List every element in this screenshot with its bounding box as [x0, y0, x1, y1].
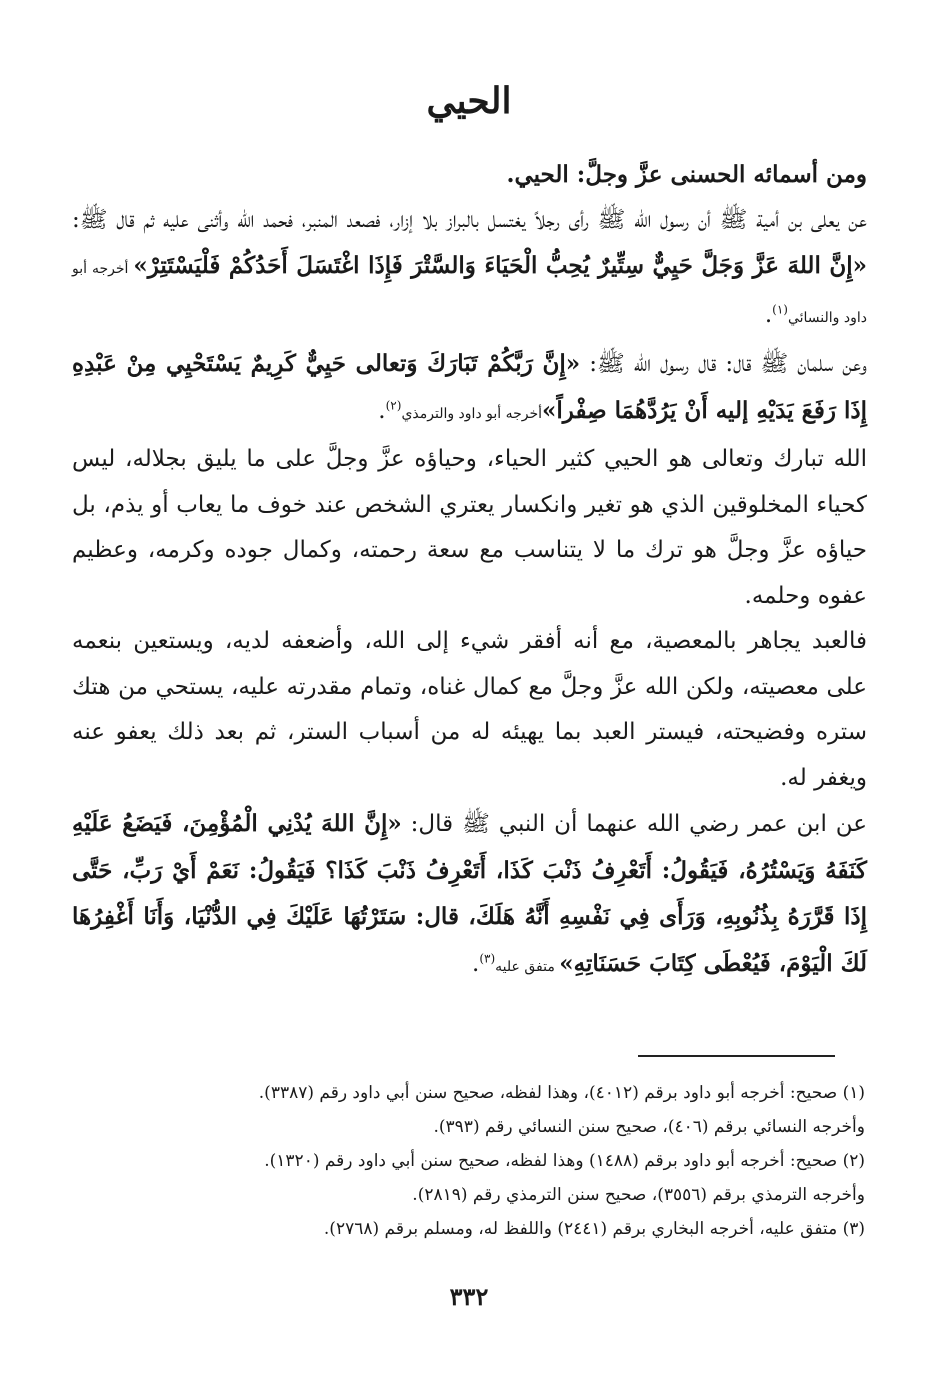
footnote-line: وأخرجه النسائي برقم (٤٠٦)، صحيح سنن النسائي رقم (٣٩٣). [433, 1117, 865, 1137]
paragraph-servant: فالعبد يجاهر بالمعصية، مع أنه أفقر شيء إلى الله، وأضعفه لديه، ويستعين بنعمه على معصيته، ولكن الله عزَّ وجلَّ مع كمال غناه، وتمام مقدرته عليه، يستحي من هتك ستره وفضيحته، فيستر العبد بما يهيئه له من أسباب الستر، ثم بعد ذلك يعفو عنه ويغفر له. [72, 628, 867, 791]
paragraph-text: عن ابن عمر رضي الله عنهما أن النبي ﷺ قال: [401, 811, 867, 837]
paragraph-salman: وعن سلمان ﷺ قال: قال رسول الله ﷺ: «إِنَّ رَبَّكُمْ تَبَارَكَ وَتعالى حَيِيٌّ كَرِيمٌ يَسْتَحْيِي مِنْ عَبْدِهِ إِذَا رَفَعَ يَدَيْهِ إليه أَنْ يَرُدَّهُمَا صِفْراً»أخرجه أبو داود والترمذي$^{(٢)}$. [72, 350, 867, 424]
hadith-reference: أخرجه أبو داود والنسائي [72, 261, 867, 326]
footnote-marker: (٣) [479, 950, 496, 965]
hadith-reference: أخرجه أبو داود والترمذي [401, 405, 543, 422]
paragraph-text: وعن سلمان ﷺ قال: قال رسول الله ﷺ: [580, 351, 867, 377]
footnote-line: (٣) متفق عليه، أخرجه البخاري برقم (٢٤٤١) واللفظ له، ومسلم برقم (٢٧٦٨). [323, 1219, 865, 1239]
paragraph-text: عن يعلى بن أمية ﷺ أن رسول الله ﷺ رأى رجلاً يغتسل بالبراز بلا إزار، فصعد المنبر، فحمد الله وأثنى عليه ثم قال ﷺ: [72, 206, 867, 233]
hadith-quote: «إِنَّ اللهَ يُدْنِي الْمُؤْمِنَ، فَيَضَعُ عَلَيْهِ كَنَفَهُ وَيَسْتُرُهُ، فَيَقُولُ: أَتَعْرِفُ ذَنْبَ كَذَا، أَتَعْرِفُ ذَنْبَ كَذَا؟ فَيَقُولُ: نَعَمْ أَيْ رَبِّ، حَتَّى إِذَا قَرَّرَهُ بِذُنُوبِهِ، وَرَأَى فِي نَفْسِهِ أَنَّهُ هَلَكَ، قال: سَتَرْتُهَا عَلَيْكَ فِي الدُّنْيَا، وَأَنَا أَغْفِرُهَا لَكَ الْيَوْمَ، فَيُعْطَى كِتَابَ حَسَنَاتِهِ» [72, 810, 867, 977]
paragraph-ya-la: عن يعلى بن أمية ﷺ أن رسول الله ﷺ رأى رجلاً يغتسل بالبراز بلا إزار، فصعد المنبر، فحمد الله وأثنى عليه ثم قال ﷺ: «إِنَّ اللهَ عَزَّ وَجَلَّ حَيِيٌّ سِتِّيرٌ يُحِبُّ الْحَيَاءَ وَالسَّتْرَ فَإِذَا اغْتَسَلَ أَحَدُكُمْ فَلْيَسْتَتِرْ» أخرجه أبو داود والنسائي$^{(١)}$. [72, 206, 867, 328]
hadith-quote: «إِنَّ اللهَ عَزَّ وَجَلَّ حَيِيٌّ سِتِّيرٌ يُحِبُّ الْحَيَاءَ وَالسَّتْرَ فَإِذَا اغْتَسَلَ أَحَدُكُمْ فَلْيَسْتَتِرْ» [133, 252, 867, 279]
paragraph-ibn-umar: عن ابن عمر رضي الله عنهما أن النبي ﷺ قال: «إِنَّ اللهَ يُدْنِي الْمُؤْمِنَ، فَيَضَعُ عَلَيْهِ كَنَفَهُ وَيَسْتُرُهُ، فَيَقُولُ: أَتَعْرِفُ ذَنْبَ كَذَا، أَتَعْرِفُ ذَنْبَ كَذَا؟ فَيَقُولُ: نَعَمْ أَيْ رَبِّ، حَتَّى إِذَا قَرَّرَهُ بِذُنُوبِهِ، وَرَأَى فِي نَفْسِهِ أَنَّهُ هَلَكَ، قال: سَتَرْتُهَا عَلَيْكَ فِي الدُّنْيَا، وَأَنَا أَغْفِرُهَا لَكَ الْيَوْمَ، فَيُعْطَى كِتَابَ حَسَنَاتِهِ» متفق عليه$^{(٣)}$. [72, 810, 867, 977]
footnote-line: (٢) صحيح: أخرجه أبو داود برقم (١٤٨٨) وهذا لفظه، صحيح سنن أبي داود رقم (١٣٢٠). [264, 1151, 865, 1171]
footnote-marker: (٢) [385, 397, 402, 412]
hadith-quote: «إِنَّ رَبَّكُمْ تَبَارَكَ وَتعالى حَيِيٌّ كَرِيمٌ يَسْتَحْيِي مِنْ عَبْدِهِ إِذَا رَفَعَ يَدَيْهِ إليه أَنْ يَرُدَّهُمَا صِفْراً» [72, 350, 867, 424]
hadith-reference: متفق عليه [495, 958, 560, 975]
main-text [72, 152, 867, 990]
page-number: ٣٣٢ [449, 1282, 489, 1311]
footnote-marker: (١) [772, 301, 788, 316]
footnote-divider [638, 1055, 835, 1057]
page-title: الحيي [426, 80, 512, 122]
footnotes [140, 1076, 865, 1246]
footnote-line: وأخرجه الترمذي برقم (٣٥٥٦)، صحيح سنن الترمذي رقم (٢٨١٩). [412, 1185, 865, 1205]
paragraph-explanation: الله تبارك وتعالى هو الحيي كثير الحياء، وحياؤه عزَّ وجلَّ على ما يليق بجلاله، ليس كحياء المخلوقين الذي هو تغير وانكسار يعتري الشخص عند خوف ما يعاب أو يذم، بل حياؤه عزَّ وجلَّ هو ترك ما لا يتناسب مع سعة رحمته، وكمال جوده وكرمه، وعظيم عفوه وحلمه. [72, 446, 867, 609]
footnote-line: (١) صحيح: أخرجه أبو داود برقم (٤٠١٢)، وهذا لفظه، صحيح سنن أبي داود رقم (٣٣٨٧). [258, 1083, 865, 1103]
intro-paragraph: ومن أسمائه الحسنى عزَّ وجلَّ: الحيي. [506, 161, 867, 188]
